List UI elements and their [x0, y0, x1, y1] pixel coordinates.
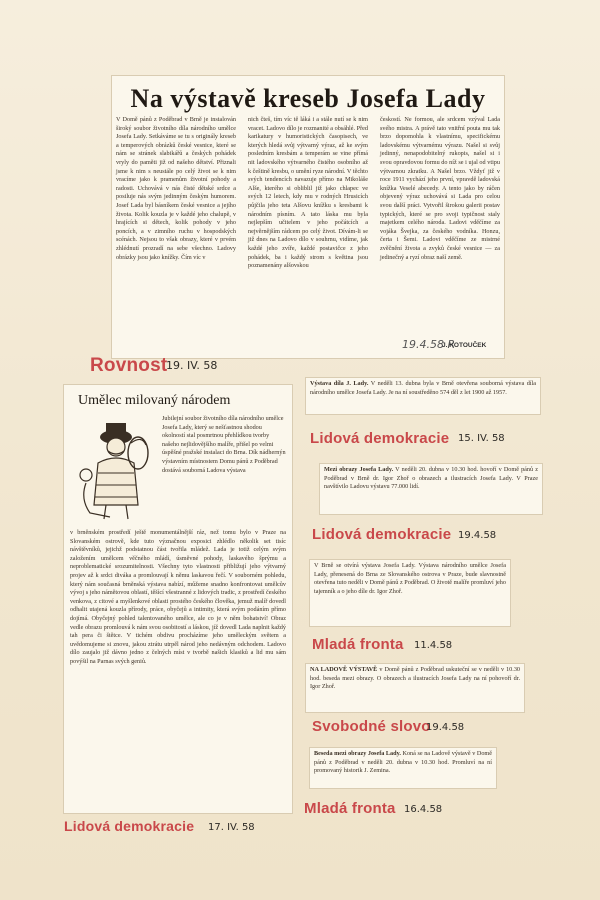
news-text: V Brně se otvírá výstava Josefa Lady. Výstava národního umělce Josefa Lady, přenesená do Brna ze Slovanského ostrova v Praze, bude slavnostně otevřena tuto neděli v Domě pánů z Poděbrad. O životě malíře promluví jeho tajemník a o jeho díle dr. Igor Zhoř.: [314, 562, 506, 595]
news-item-4: [306, 664, 524, 712]
stamp-date: 19. IV. 58: [166, 359, 218, 372]
author-signature: J. KOTOUČEK: [442, 342, 487, 349]
news-text: V neděli 20. dubna v 10.30 hod. hovoří v Domě pánů z Poděbrad v Brně dr. Igor Zhoř o obrazech a ilustracích Josefa Lady. V Praze navštívilo Ladovu výstavu 77.000 lidí.: [324, 466, 538, 491]
clipping-headline: Na výstavě kreseb Josefa Lady: [130, 84, 486, 113]
article-text: nich čteš, tím víc tě láká i a stále nutí se k nim vracet. Ladovo dílo je rozmanité a obsáhlé. Před karikatury v humoristických časopisech, ve kterých hledá svůj výtvarný výraz, až ke svým posledním kresbám a temperám se vine přímá nit ladovského výtvarného čistého osobního až k češtině kresbu, o umění ryze národní. V těchto svých tendencích navazuje přímo na Mikoláše Alše, kterého si obliblil již jako chlapec ve svých 12 letech, kdy mu v rodných Hrusicích půjčila jeho teta Alšovu knížku s kresbami k národním písním. A tato láska mu byla nejlepším učitelem v jeho počátcích a nejvěrnějším rádcem po celý život. Dívám-li se již dnes na Ladovo dílo v souhrnu, vidíme, jak každé jeho zvíře, každé postavičce z jeho pohádek, ba i každý strom s květina jsou poznamenány alšovskou: [248, 116, 368, 270]
clipping-kotoucek: [112, 76, 504, 358]
news-title: Mezi obrazy Josefa Lady.: [324, 466, 394, 473]
stamp-date: 19.4.58: [426, 722, 465, 733]
news-title: Výstava díla J. Lady.: [310, 380, 369, 387]
newspaper-stamp: Lidová demokracie: [310, 430, 450, 447]
article-text: českostí. Ne formou, ale srdcem vzýval Lada svého mistra. A právě tato vnitřní pouta mu tak brzo dopomohla k vlastnímu, specifickému ladovskému výtvarnému výrazu. Našel si svůj jedinný, nenapodobitelný rukopis, našel si i svou opravdovou formu do níž se i ujal od vtipu výtvarnou zkratku. A Našel brzo. Vždyť již v roce 1911 vychází jeho první, vpravdě ladovská knížka Veselé abecedy. A tento jako by ráčen objevený výraz uchovává si Lada pro celou svou další práci. Vytvořil širokou galerii postav typických, které se pro svoji typičnost staly majetkem celého národa. Ladovi vděčíme za vojáka Švejka, za českého vodníka. Honzu, čerta i Šemi. Ladovi vděčíme ze mistrné zvěčnění života a zvyků české vesnice — za jedinečný a ryzí obraz naší země.: [380, 116, 500, 261]
stamp-date: 17. IV. 58: [208, 822, 255, 833]
news-text: V neděli 13. dubna byla v Brně otevřena souborná výstava díla národního umělce Josefa Lady. Je na ní soustředěno 574 děl z let 1900 až 1957.: [310, 380, 536, 396]
newspaper-stamp: Mladá fronta: [312, 636, 404, 653]
article-intro: [162, 415, 286, 475]
pencil-date-note: 19.4.58 R: [402, 338, 456, 351]
news-title: Beseda mezi obrazy Josefa Lady.: [314, 750, 401, 757]
stamp-date: 11.4.58: [414, 640, 453, 651]
clipping-umelec: [64, 385, 292, 813]
newspaper-stamp: Lidová demokracie: [312, 526, 452, 543]
newspaper-stamp: Lidová demokracie: [64, 818, 195, 834]
news-text: v Domě pánů z Poděbrad uskuteční se v neděli v 10.30 hod. beseda mezi obrazy. O obrazech a ilustracích Josefa Lady na ní pohovoří dr. Igor Zhoř.: [310, 666, 521, 691]
news-item-3: [310, 560, 510, 626]
newspaper-stamp: Svobodné slovo: [312, 718, 431, 735]
stamp-date: 19.4.58: [458, 530, 497, 541]
news-item-5: [310, 748, 496, 788]
lada-illustration: [76, 413, 156, 521]
article-column-1: [116, 116, 236, 262]
news-item-1: [306, 378, 540, 414]
stamp-date: 15. IV. 58: [458, 433, 505, 444]
clipping-headline: Umělec milovaný národem: [78, 393, 231, 408]
article-body: [70, 529, 286, 667]
article-text: v brněnském prostředí ještě monumentálnější ráz, než tomu bylo v Praze na Slovanském ostrově, kde tuto význačnou exposici zhlédlo několik set tisíc návštěvníků, jejichž podstatnou část tvořila mládež. Lada je totiž celým svým založením umělcem věčného mládí, úsměvné pohody, laskavého šprýmu a neproblematické srozumitelnosti. Všechny tyto vlastnosti přibližují jeho výtvarný projev až k srdci diváka a promlouvají k němu laskavou řečí. V souborném pohledu, který nám současná brněnská výstava nabízí, můžeme snadno konfrontovat umělcův vývoj s jeho námětovou oblastí, těšící všestranné z lidových tradic, z prostředí českého venkova, z citové a myšlenkové oblasti prostého českého člověka, jemuž malíř dovedl odhalit utajená kouzla přírody, práce, obyčejů a intimity, která svým podáním přímo dojímá. Obyčejný pohled talentovaného umělce, ale co je v něm bohatství! Obraz vedle obrazu promlouvá k nám svou osobitostí a láskou, jíž dovedl Lada naplnit každý tah pera či štětce. V tichém obdivu procházíme jeho uměleckým světem a uvědomujeme si znovu, jakou ztrátu utrpěl národ jeho nedávným odchodem. Ladovo dílo zaujalo již dávno jedno z čelných míst v tvorbě našich klasiků a lid mu sám povýšil na Parnas svých geniů.: [70, 529, 286, 665]
newspaper-stamp: Mladá fronta: [304, 800, 396, 817]
news-title: NA LADOVĚ VÝSTAVĚ: [310, 666, 378, 673]
article-column-2: [248, 116, 368, 271]
article-text: V Domě pánů z Poděbrad v Brně je instalován široký soubor životního díla národního umělce Josefa Lady. Setkáváme se tu s originály kreseb a temperových obrázků české vesnice, které se nám se stránek slabikářů a českých pohádek vryly do paměti již od našeho dětství. Přiznali jsme k nim s neustále po celý život se k nim vracíme jako k pramenům životní pohody a radosti. Uchovává v nás čisté dětské srdce a posiluje nás svým jedinným českým humorem. Josef Lada byl básníkem české vesnice a jejího života. Kolik kouzla je v každé jeho chalupě, v hrajících si dětech, kolik pohody v jeho poncích, a v zimního ruchu v hospodských scénách. Nejsou to však obrazy, které v prvém zhlédnutí prozradí na sebe všechno. Ladovy obrázky jsou jako knížky. Čím víc v: [116, 116, 236, 261]
news-text: Koná se na Ladově výstavě v Domě pánů z Poděbrad v neděli 20. dubna v 10.30 hod. Promluví na ní promovaný historik J. Zemina.: [314, 750, 492, 775]
news-item-2: [320, 464, 542, 514]
stamp-date: 16.4.58: [404, 804, 443, 815]
newspaper-stamp: Rovnost: [90, 355, 168, 376]
article-column-3: [380, 116, 500, 262]
article-text: Jubilejní soubor životního díla národního umělce Josefa Lady, který se nešťastnou shodou okolností stal posmrtnou přehlídkou tvorby našeho nejlidovějšího malíře, přišel po velmi úspěšné pražské instalaci do Brna. Dík nádhernýn výstavním místnostem Domu pánů z Poděbrad dostává souborná Ladova výstava: [162, 415, 286, 474]
